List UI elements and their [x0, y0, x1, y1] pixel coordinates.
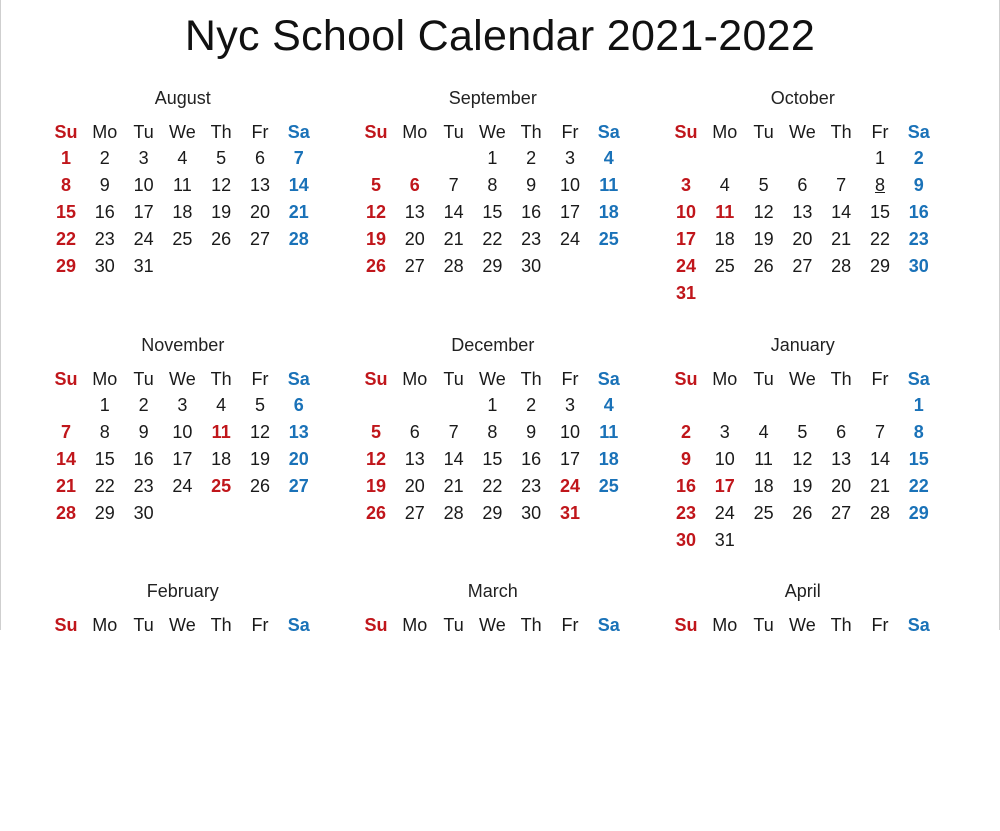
day-cell: 20 — [792, 229, 813, 249]
month-name: March — [467, 581, 518, 601]
weekday-header: Th — [830, 122, 852, 142]
day-cell: 5 — [254, 395, 265, 415]
day-cell: 25 — [598, 476, 619, 496]
weekday-header: Mo — [402, 122, 428, 142]
day-cell: 20 — [831, 476, 852, 496]
day-cell: 1 — [487, 395, 498, 415]
day-cell: 10 — [714, 449, 735, 469]
day-cell: 16 — [133, 449, 154, 469]
day-cell: 3 — [680, 175, 691, 195]
day-cell: 28 — [55, 503, 77, 523]
weekday-header: Fr — [561, 369, 579, 389]
day-cell: 19 — [365, 476, 387, 496]
month-february — [47, 581, 337, 831]
day-cell: 21 — [443, 229, 464, 249]
day-cell: 4 — [758, 422, 769, 442]
day-cell: 11 — [173, 175, 192, 195]
weekday-header: Tu — [443, 369, 464, 389]
day-cell: 23 — [908, 229, 929, 249]
day-cell: 31 — [559, 503, 581, 523]
day-cell: 26 — [249, 476, 271, 496]
day-cell: 27 — [831, 503, 852, 523]
weekday-header: Th — [210, 615, 232, 635]
weekday-header: Sa — [907, 615, 930, 635]
weekday-header: Th — [520, 369, 542, 389]
weekday-header: Sa — [907, 369, 930, 389]
weekday-header: Sa — [287, 122, 310, 142]
day-cell: 22 — [94, 476, 115, 496]
day-cell: 14 — [55, 449, 77, 469]
weekday-header: Fr — [251, 122, 269, 142]
day-cell: 7 — [293, 148, 304, 168]
weekday-header: Tu — [133, 122, 154, 142]
weekday-header: Th — [210, 122, 232, 142]
day-cell: 8 — [60, 175, 71, 195]
day-cell: 13 — [249, 175, 271, 195]
month-name: October — [770, 88, 835, 108]
day-cell: 24 — [675, 256, 697, 276]
page-title: Nyc School Calendar 2021-2022 — [184, 12, 816, 60]
day-cell: 13 — [288, 422, 309, 442]
month-name: December — [451, 335, 535, 355]
weekday-header: Tu — [133, 369, 154, 389]
day-cell: 12 — [365, 449, 387, 469]
day-cell: 30 — [675, 530, 697, 550]
day-cell: 6 — [409, 175, 420, 195]
day-cell: 16 — [521, 449, 542, 469]
day-cell: 12 — [211, 175, 232, 195]
weekday-header: Tu — [133, 615, 154, 635]
weekday-header: Mo — [712, 615, 738, 635]
day-cell: 16 — [521, 202, 542, 222]
weekday-header: Fr — [871, 369, 889, 389]
day-cell: 23 — [521, 476, 542, 496]
day-cell: 6 — [254, 148, 265, 168]
weekday-header: Sa — [597, 369, 620, 389]
weekday-header: Tu — [753, 615, 774, 635]
day-cell: 9 — [680, 449, 691, 469]
day-cell: 3 — [719, 422, 730, 442]
day-cell: 27 — [249, 229, 271, 249]
day-cell: 4 — [177, 148, 188, 168]
day-cell: 23 — [133, 476, 154, 496]
day-cell: 9 — [526, 175, 537, 195]
day-cell: 1 — [99, 395, 110, 415]
weekday-header: Fr — [251, 615, 269, 635]
day-cell: 7 — [60, 422, 71, 442]
month-november — [47, 335, 337, 585]
month-september — [357, 88, 647, 338]
day-cell: 20 — [404, 229, 425, 249]
weekday-header: Mo — [402, 369, 428, 389]
day-cell: 8 — [487, 175, 498, 195]
day-cell: 12 — [753, 202, 774, 222]
weekday-header: Tu — [443, 122, 464, 142]
weekday-header: Mo — [712, 369, 738, 389]
day-cell: 31 — [133, 256, 154, 276]
day-cell: 26 — [365, 503, 387, 523]
day-cell: 30 — [908, 256, 929, 276]
weekday-header: Tu — [753, 122, 774, 142]
day-cell: 24 — [559, 229, 581, 249]
day-cell: 2 — [680, 422, 691, 442]
day-cell: 31 — [714, 530, 735, 550]
day-cell: 30 — [133, 503, 154, 523]
day-cell: 27 — [404, 256, 425, 276]
day-cell: 21 — [55, 476, 77, 496]
month-name: August — [154, 88, 211, 108]
day-cell: 11 — [599, 175, 619, 195]
weekday-header: We — [789, 369, 816, 389]
day-cell: 27 — [404, 503, 425, 523]
day-cell: 25 — [172, 229, 193, 249]
day-cell: 10 — [559, 175, 581, 195]
day-cell: 10 — [559, 422, 581, 442]
day-cell: 29 — [482, 503, 503, 523]
weekday-header: We — [169, 615, 196, 635]
weekday-header: We — [789, 615, 816, 635]
day-cell: 5 — [216, 148, 227, 168]
month-october — [667, 88, 957, 338]
day-cell: 17 — [675, 229, 697, 249]
day-cell: 26 — [211, 229, 232, 249]
day-cell: 10 — [172, 422, 193, 442]
day-cell: 17 — [714, 476, 735, 496]
day-cell: 15 — [55, 202, 77, 222]
day-cell: 7 — [448, 422, 459, 442]
day-cell: 6 — [293, 395, 304, 415]
day-cell: 16 — [675, 476, 697, 496]
day-cell: 15 — [482, 449, 503, 469]
day-cell: 22 — [869, 229, 891, 249]
day-cell: 26 — [365, 256, 387, 276]
weekday-header: Mo — [92, 122, 118, 142]
day-cell: 8 — [99, 422, 110, 442]
day-cell: 26 — [792, 503, 813, 523]
day-cell: 14 — [288, 175, 309, 195]
day-cell: 26 — [753, 256, 774, 276]
day-cell: 12 — [365, 202, 387, 222]
day-cell: 14 — [869, 449, 891, 469]
day-cell: 24 — [559, 476, 581, 496]
month-january — [667, 335, 957, 585]
weekday-header: Th — [830, 369, 852, 389]
day-cell: 6 — [836, 422, 847, 442]
day-cell: 29 — [55, 256, 77, 276]
day-cell: 30 — [94, 256, 115, 276]
weekday-header: Mo — [712, 122, 738, 142]
day-cell: 14 — [443, 449, 464, 469]
day-cell: 19 — [211, 202, 232, 222]
day-cell: 4 — [603, 148, 614, 168]
weekday-header: Su — [364, 615, 388, 635]
day-cell: 15 — [869, 202, 891, 222]
day-cell: 2 — [526, 395, 537, 415]
day-cell: 14 — [443, 202, 464, 222]
month-august — [47, 88, 337, 338]
day-cell: 9 — [99, 175, 110, 195]
day-cell: 4 — [603, 395, 614, 415]
day-cell: 31 — [675, 283, 697, 303]
day-cell: 19 — [249, 449, 271, 469]
day-cell: 30 — [521, 256, 542, 276]
day-cell: 19 — [753, 229, 774, 249]
day-cell: 25 — [753, 503, 774, 523]
weekday-header: Fr — [251, 369, 269, 389]
day-cell: 7 — [874, 422, 885, 442]
day-cell: 5 — [797, 422, 808, 442]
weekday-header: Su — [674, 122, 698, 142]
day-cell: 8 — [487, 422, 498, 442]
weekday-header: Su — [674, 615, 698, 635]
day-cell: 15 — [908, 449, 929, 469]
day-cell: 19 — [365, 229, 387, 249]
day-cell: 28 — [831, 256, 852, 276]
day-cell: 21 — [288, 202, 309, 222]
day-cell: 20 — [404, 476, 425, 496]
weekday-header: Su — [54, 369, 78, 389]
day-cell: 2 — [99, 148, 110, 168]
day-cell: 11 — [599, 422, 619, 442]
weekday-header: Mo — [402, 615, 428, 635]
day-cell: 3 — [177, 395, 188, 415]
day-cell: 3 — [138, 148, 149, 168]
day-cell: 18 — [714, 229, 735, 249]
day-cell: 27 — [792, 256, 813, 276]
weekday-header: Fr — [871, 122, 889, 142]
weekday-header: Sa — [907, 122, 930, 142]
day-cell: 24 — [172, 476, 193, 496]
day-cell: 6 — [409, 422, 420, 442]
month-december — [357, 335, 647, 585]
day-cell: 14 — [831, 202, 852, 222]
weekday-header: Su — [54, 615, 78, 635]
day-cell: 10 — [675, 202, 697, 222]
weekday-header: Mo — [92, 369, 118, 389]
day-cell: 13 — [404, 449, 425, 469]
day-cell: 25 — [211, 476, 232, 496]
day-cell: 13 — [792, 202, 813, 222]
day-cell: 21 — [443, 476, 464, 496]
month-name: April — [784, 581, 821, 601]
day-cell: 27 — [288, 476, 309, 496]
weekday-header: Sa — [287, 369, 310, 389]
month-name: September — [448, 88, 537, 108]
day-cell: 20 — [288, 449, 309, 469]
day-cell: 3 — [564, 395, 575, 415]
day-cell: 9 — [913, 175, 924, 195]
weekday-header: Su — [364, 122, 388, 142]
day-cell: 1 — [60, 148, 71, 168]
day-cell: 29 — [482, 256, 503, 276]
day-cell: 8 — [913, 422, 924, 442]
day-cell: 22 — [482, 229, 503, 249]
day-cell: 4 — [719, 175, 730, 195]
weekday-header: We — [789, 122, 816, 142]
day-cell: 29 — [94, 503, 115, 523]
day-cell: 7 — [836, 175, 847, 195]
day-cell: 12 — [249, 422, 271, 442]
day-cell: 25 — [714, 256, 735, 276]
day-cell: 22 — [55, 229, 77, 249]
day-cell: 15 — [482, 202, 503, 222]
day-cell: 13 — [831, 449, 852, 469]
day-cell: 12 — [792, 449, 813, 469]
weekday-header: Su — [364, 369, 388, 389]
day-cell: 11 — [715, 202, 735, 222]
day-cell: 17 — [172, 449, 193, 469]
day-cell: 1 — [487, 148, 498, 168]
day-cell: 18 — [172, 202, 193, 222]
weekday-header: Fr — [871, 615, 889, 635]
day-cell: 30 — [521, 503, 542, 523]
weekday-header: Th — [520, 122, 542, 142]
day-cell: 28 — [443, 503, 464, 523]
day-cell: 16 — [908, 202, 929, 222]
weekday-header: Th — [520, 615, 542, 635]
day-cell: 10 — [133, 175, 154, 195]
weekday-header: Tu — [753, 369, 774, 389]
day-cell: 1 — [874, 148, 885, 168]
day-cell: 5 — [370, 422, 381, 442]
day-cell: 11 — [211, 422, 231, 442]
day-cell: 21 — [831, 229, 852, 249]
weekday-header: Sa — [287, 615, 310, 635]
day-cell: 9 — [138, 422, 149, 442]
weekday-header: Su — [674, 369, 698, 389]
weekday-header: Sa — [597, 122, 620, 142]
day-cell: 6 — [797, 175, 808, 195]
day-cell: 16 — [94, 202, 115, 222]
day-cell: 1 — [913, 395, 924, 415]
day-cell: 23 — [94, 229, 115, 249]
day-cell: 17 — [133, 202, 154, 222]
day-cell: 8 — [874, 175, 885, 195]
day-cell: 11 — [754, 449, 773, 469]
weekday-header: We — [479, 122, 506, 142]
day-cell: 23 — [675, 503, 697, 523]
weekday-header: Th — [210, 369, 232, 389]
weekday-header: Tu — [443, 615, 464, 635]
day-cell: 18 — [598, 202, 619, 222]
day-cell: 4 — [216, 395, 227, 415]
day-cell: 7 — [448, 175, 459, 195]
day-cell: 21 — [869, 476, 891, 496]
day-cell: 24 — [714, 503, 735, 523]
weekday-header: Th — [830, 615, 852, 635]
weekday-header: Mo — [92, 615, 118, 635]
day-cell: 5 — [370, 175, 381, 195]
month-name: November — [141, 335, 225, 355]
day-cell: 29 — [869, 256, 891, 276]
month-name: February — [146, 581, 219, 601]
day-cell: 9 — [526, 422, 537, 442]
day-cell: 17 — [559, 449, 581, 469]
day-cell: 2 — [138, 395, 149, 415]
day-cell: 3 — [564, 148, 575, 168]
day-cell: 17 — [559, 202, 581, 222]
day-cell: 29 — [908, 503, 929, 523]
day-cell: 2 — [526, 148, 537, 168]
weekday-header: Sa — [597, 615, 620, 635]
weekday-header: We — [479, 615, 506, 635]
day-cell: 19 — [792, 476, 813, 496]
weekday-header: Fr — [561, 615, 579, 635]
weekday-header: Fr — [561, 122, 579, 142]
weekday-header: We — [169, 122, 196, 142]
month-april — [667, 581, 957, 831]
weekday-header: We — [479, 369, 506, 389]
day-cell: 28 — [288, 229, 309, 249]
day-cell: 18 — [211, 449, 232, 469]
day-cell: 20 — [249, 202, 271, 222]
day-cell: 18 — [598, 449, 619, 469]
day-cell: 5 — [758, 175, 769, 195]
day-cell: 25 — [598, 229, 619, 249]
day-cell: 24 — [133, 229, 154, 249]
day-cell: 18 — [753, 476, 774, 496]
day-cell: 22 — [482, 476, 503, 496]
weekday-header: Su — [54, 122, 78, 142]
weekday-header: We — [169, 369, 196, 389]
day-cell: 13 — [404, 202, 425, 222]
day-cell: 22 — [908, 476, 929, 496]
day-cell: 2 — [913, 148, 924, 168]
day-cell: 28 — [443, 256, 464, 276]
day-cell: 23 — [521, 229, 542, 249]
month-march — [357, 581, 647, 831]
day-cell: 28 — [869, 503, 891, 523]
month-name: January — [770, 335, 835, 355]
day-cell: 15 — [94, 449, 115, 469]
